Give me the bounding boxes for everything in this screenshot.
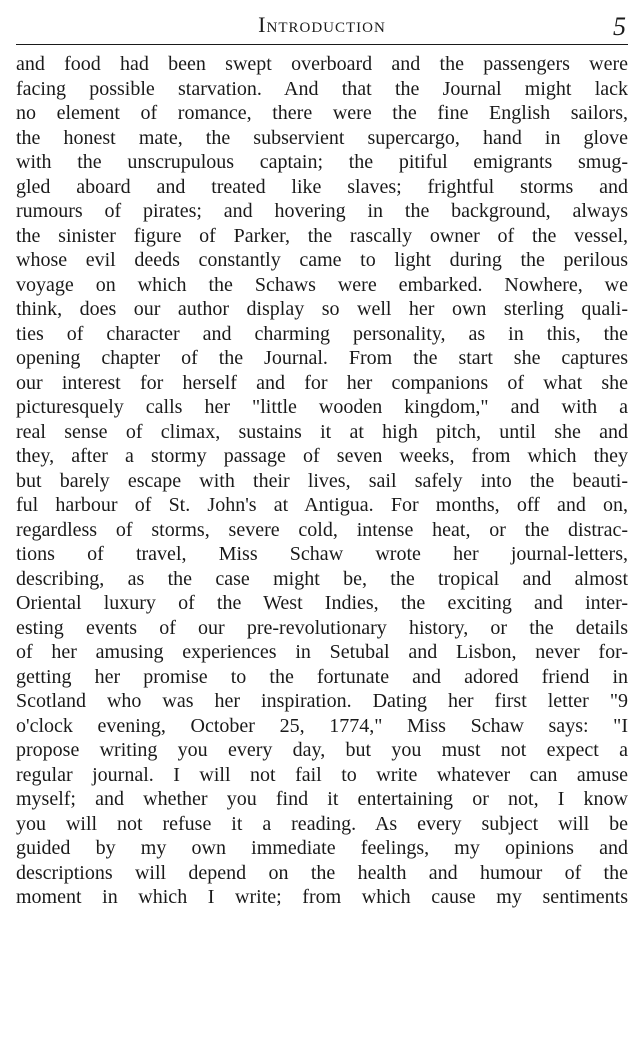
text-line: tions of travel, Miss Schaw wrote her journal-letters,: [16, 543, 628, 565]
text-line: picturesquely calls her "little wooden kingdom," and with a: [16, 396, 628, 418]
text-line: the honest mate, the subservient supercargo, hand in glove: [16, 126, 628, 149]
text-line: myself; and whether you find it entertaining or not, I know: [16, 788, 628, 810]
text-line: they, after a stormy passage of seven weeks, from which they: [16, 445, 628, 467]
header-rule: [16, 44, 628, 45]
body-text: [16, 52, 628, 910]
text-line: propose writing you every day, but you must not expect a: [16, 739, 628, 761]
text-line: you will not refuse it a reading. As every subject will be: [16, 812, 628, 835]
text-line: describing, as the case might be, the tropical and almost: [16, 567, 628, 590]
text-line: rumours of pirates; and hovering in the background, always: [16, 200, 628, 222]
page-number: 5: [613, 12, 626, 41]
text-line: esting events of our pre-revolutionary history, or the details: [16, 616, 628, 639]
text-line: ful harbour of St. John's at Antigua. For months, off and on,: [16, 494, 628, 516]
text-line: moment in which I write; from which cause my sentiments: [16, 886, 628, 908]
text-line: and food had been swept overboard and the passengers were: [16, 53, 628, 75]
text-line: regardless of storms, severe cold, intense heat, or the distrac-: [16, 518, 628, 541]
text-line: Oriental luxury of the West Indies, the exciting and inter-: [16, 592, 628, 614]
text-line: our interest for herself and for her companions of what she: [16, 371, 628, 394]
text-line: facing possible starvation. And that the Journal might lack: [16, 77, 628, 100]
running-title: Introduction: [258, 12, 386, 37]
text-line: gled aboard and treated like slaves; frightful storms and: [16, 175, 628, 198]
text-line: opening chapter of the Journal. From the start she captures: [16, 347, 628, 369]
text-line: ties of character and charming personality, as in this, the: [16, 322, 628, 345]
text-line: guided by my own immediate feelings, my opinions and: [16, 837, 628, 859]
text-line: o'clock evening, October 25, 1774," Miss Schaw says: "I: [16, 714, 628, 737]
text-line: regular journal. I will not fail to write whatever can amuse: [16, 763, 628, 786]
text-line: the sinister figure of Parker, the rascally owner of the vessel,: [16, 224, 628, 247]
text-line: getting her promise to the fortunate and adored friend in: [16, 665, 628, 688]
text-line: Scotland who was her inspiration. Dating her first letter "9: [16, 690, 628, 712]
text-line: real sense of climax, sustains it at high pitch, until she and: [16, 420, 628, 443]
text-line: with the unscrupulous captain; the pitiful emigrants smug-: [16, 151, 628, 173]
running-head: [16, 6, 628, 40]
text-line: no element of romance, there were the fine English sailors,: [16, 102, 628, 124]
text-line: descriptions will depend on the health and humour of the: [16, 861, 628, 884]
text-line: think, does our author display so well her own sterling quali-: [16, 298, 628, 320]
text-line: of her amusing experiences in Setubal and Lisbon, never for-: [16, 641, 628, 663]
text-line: voyage on which the Schaws were embarked. Nowhere, we: [16, 273, 628, 296]
text-line: but barely escape with their lives, sail safely into the beauti-: [16, 469, 628, 492]
text-line: whose evil deeds constantly came to light during the perilous: [16, 249, 628, 271]
